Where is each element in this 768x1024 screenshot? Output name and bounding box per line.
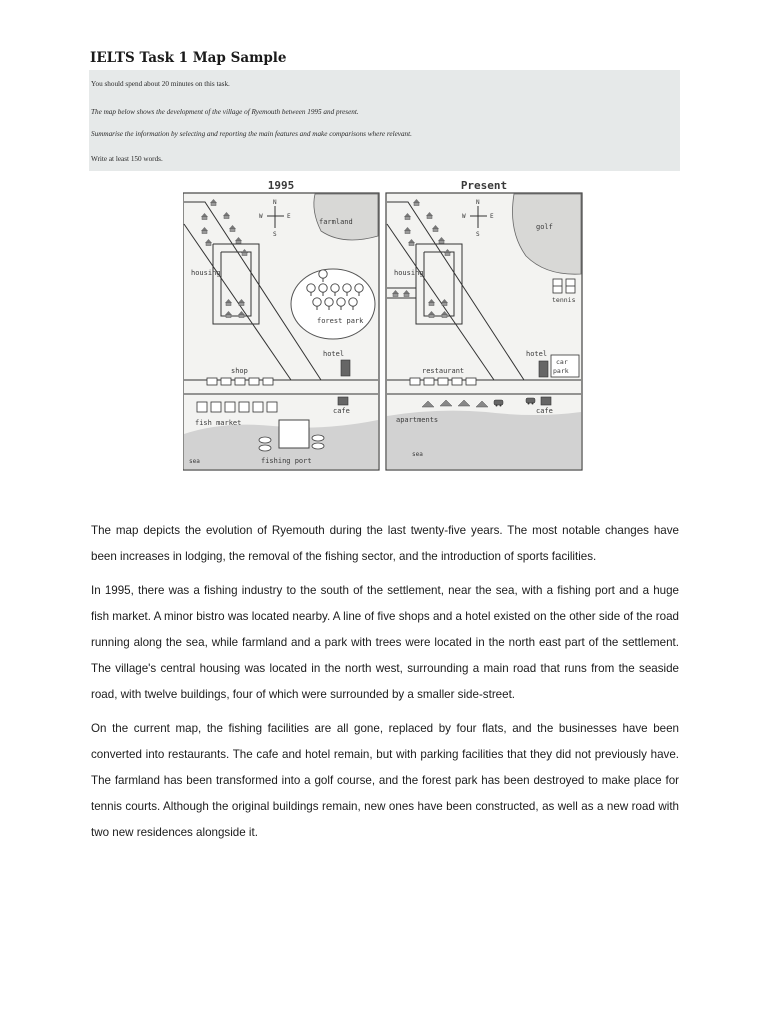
label-forest-park-1995: forest park bbox=[317, 317, 364, 325]
svg-text:W: W bbox=[259, 213, 263, 220]
label-hotel-1995: hotel bbox=[323, 350, 345, 358]
task-instructions-box bbox=[89, 70, 680, 171]
map-1995-year: 1995 bbox=[267, 179, 295, 192]
task-instruction-time: You should spend about 20 minutes on this task. bbox=[91, 80, 230, 88]
hotel-building-1995 bbox=[341, 360, 350, 376]
label-sea-present: sea bbox=[412, 451, 423, 458]
svg-text:E: E bbox=[490, 213, 494, 220]
shops-1995 bbox=[207, 378, 273, 385]
svg-text:E: E bbox=[287, 213, 291, 220]
label-fishing-port-1995: fishing port bbox=[261, 457, 312, 465]
svg-text:N: N bbox=[273, 199, 277, 206]
label-hotel-present: hotel bbox=[526, 350, 548, 358]
hotel-building-present bbox=[539, 361, 548, 377]
essay-paragraph-3: On the current map, the fishing facilities are all gone, replaced by four flats, and the businesses have been converted into restaurants. The cafe and hotel remain, but with parking facilities that they did not previously have. The farmland has been transformed into a golf course, and the forest park has been destroyed to make place for tennis courts. Although the original buildings remain, new ones have been constructed, as well as a new road with two new residences alongside it. bbox=[91, 722, 679, 839]
label-restaurant-present: restaurant bbox=[422, 367, 465, 375]
svg-text:W: W bbox=[462, 213, 466, 220]
label-cafe-present: cafe bbox=[536, 407, 553, 415]
svg-text:S: S bbox=[273, 231, 277, 238]
restaurants-present bbox=[410, 378, 476, 385]
task-instruction-word-count: Write at least 150 words. bbox=[91, 155, 163, 163]
essay-paragraph-2: In 1995, there was a fishing industry to the south of the settlement, near the sea, with a fishing port and a huge fish market. A minor bistro was located nearby. A line of five shops and a hotel existed on the other side of the road running along the sea, while farmland and a park with trees were located in the north east part of the settlement. The village's central housing was located in the north west, surrounding a main road that runs from the seaside road, with twelve buildings, four of which were surrounded by a smaller side-street. bbox=[91, 584, 679, 701]
label-tennis-present: tennis bbox=[552, 296, 576, 304]
label-car-present: car bbox=[556, 358, 568, 366]
label-shop-1995: shop bbox=[231, 367, 248, 375]
label-park-present: park bbox=[553, 367, 569, 375]
label-fish-market-1995: fish market bbox=[195, 419, 242, 427]
label-housing-1995: housing bbox=[191, 269, 221, 277]
cafe-building-present bbox=[541, 397, 551, 405]
map-present bbox=[386, 179, 582, 470]
ryemouth-maps-figure bbox=[183, 176, 583, 472]
page-title: IELTS Task 1 Map Sample bbox=[90, 50, 287, 66]
label-sea-1995: sea bbox=[189, 458, 200, 465]
task-instruction-summarise: Summarise the information by selecting and reporting the main features and make comparisons where relevant. bbox=[91, 130, 412, 138]
essay-paragraph-1: The map depicts the evolution of Ryemouth during the last twenty-five years. The most notable changes have been increases in lodging, the removal of the fishing sector, and the introduction of sports facilities. bbox=[91, 524, 679, 563]
label-farmland-1995: farmland bbox=[319, 218, 353, 226]
task-instruction-description: The map below shows the development of the village of Ryemouth between 1995 and present. bbox=[91, 108, 359, 116]
map-1995 bbox=[183, 179, 379, 470]
label-apartments-present: apartments bbox=[396, 416, 439, 424]
label-housing-present: housing bbox=[394, 269, 424, 277]
essay-body bbox=[91, 518, 679, 854]
label-cafe-1995: cafe bbox=[333, 407, 350, 415]
label-golf-present: golf bbox=[536, 223, 553, 231]
svg-text:N: N bbox=[476, 199, 480, 206]
svg-text:S: S bbox=[476, 231, 480, 238]
cafe-building-1995 bbox=[338, 397, 348, 405]
map-present-year: Present bbox=[460, 179, 508, 192]
